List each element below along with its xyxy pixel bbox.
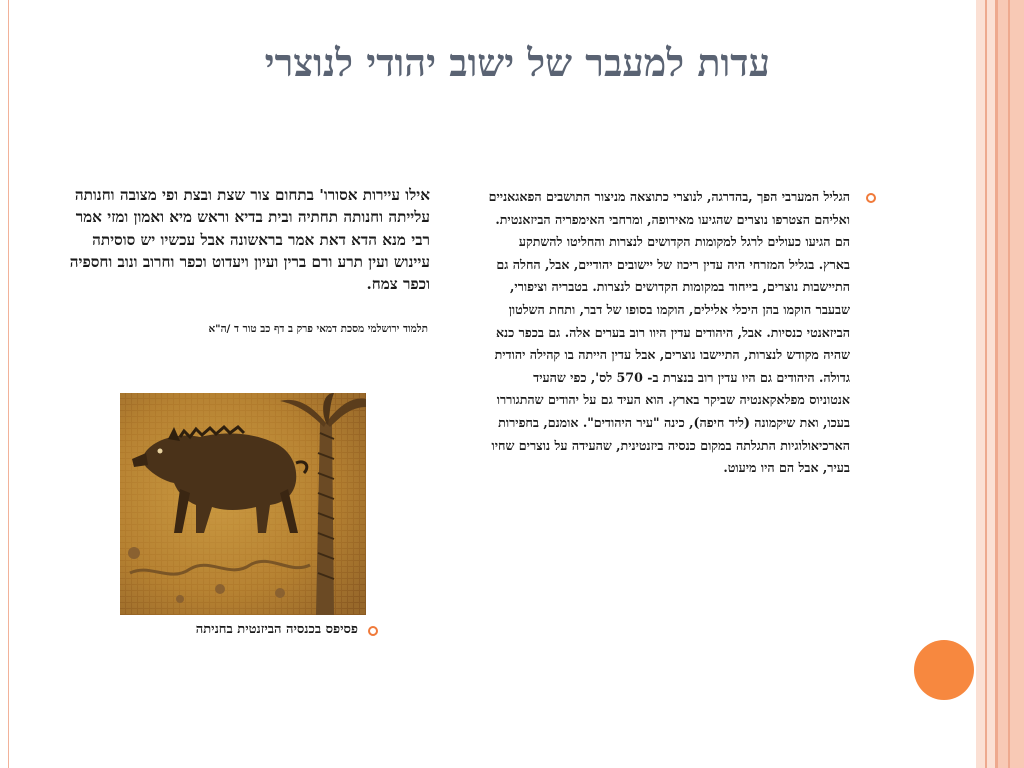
- mosaic-image: [120, 393, 366, 615]
- image-caption: פסיפס בכנסיה הביזנטית בחניתה: [195, 622, 358, 637]
- slide-left-border: [8, 0, 9, 768]
- orange-circle-icon: [914, 640, 974, 700]
- talmud-quote: אילו עיירות אסורו' בתחום צור שצת ובצת ופי מצובה וחנותה עלייתה וחנותה תחתיה ובית בדיא וראש מיא ואמון ומזי אמר רבי מנא הדא דאת אמר בראשונה אבל עכשיו יש סוסיתה עיינוש ועין תרע ורם ברין ועיון ויעדוט וכפר וחרוב ונוב וחספיה וכפר צמח.: [69, 186, 430, 294]
- hollow-circle-bullet-icon: [866, 193, 876, 203]
- main-paragraph: הגליל המערבי הפך ,בהדרגה, לנוצרי כתוצאה מניצור התושבים הפאגאניים ואליהם הצטרפו נוצרים שהגיעו מאירופה, ומרחבי האימפריה הביזאנטית. הם הגיעו כעולים לרגל למקומות הקדושים לנצרות והחליטו להשתקע בארץ. בגליל המזרחי היה עדין ריכוז של יישובים יהודיים, אבל, החלה גם התיישבות נוצרים, בייחוד במקומות הקדושים לנצרות. בטבריה וציפורי, שבעבר הוקמו בהן היכלי אלילים, הוקמו בסופו של דבר, ותחת השלטון הביזאנטי כנסיות. אבל, היהודים עדין היוו רוב בערים אלה. גם בכפר כנא שהיה מקודש לנצרות, התיישבו נוצרים, אבל עדין הייתה בו קהילה יהודית גדולה. היהודים גם היו עדין רוב בנצרת ב- 570 לס', כפי שהעיד אנטוניוס מפלאקאנטיה שביקר בארץ. הוא העיד גם על יהודים שהתגוררו בעכו, ואת שיקמונה (ליד חיפה), כינה "עיר היהודים". אומנם, בחפירות הארכיאולוגיות התגלתה במקום כנסיה ביזנטינית, שהעידה על נוצרים שחיו בעיר, אבל הם היו מיעוט.: [488, 189, 850, 476]
- quote-source: תלמוד ירושלמי מסכת דמאי פרק ב דף כב טור ד /ה"א: [208, 323, 428, 335]
- right-stripe-decoration: [976, 0, 1024, 768]
- hollow-circle-bullet-icon: [368, 626, 378, 636]
- slide-title: עדות למעבר של ישוב יהודי לנוצרי: [264, 40, 770, 85]
